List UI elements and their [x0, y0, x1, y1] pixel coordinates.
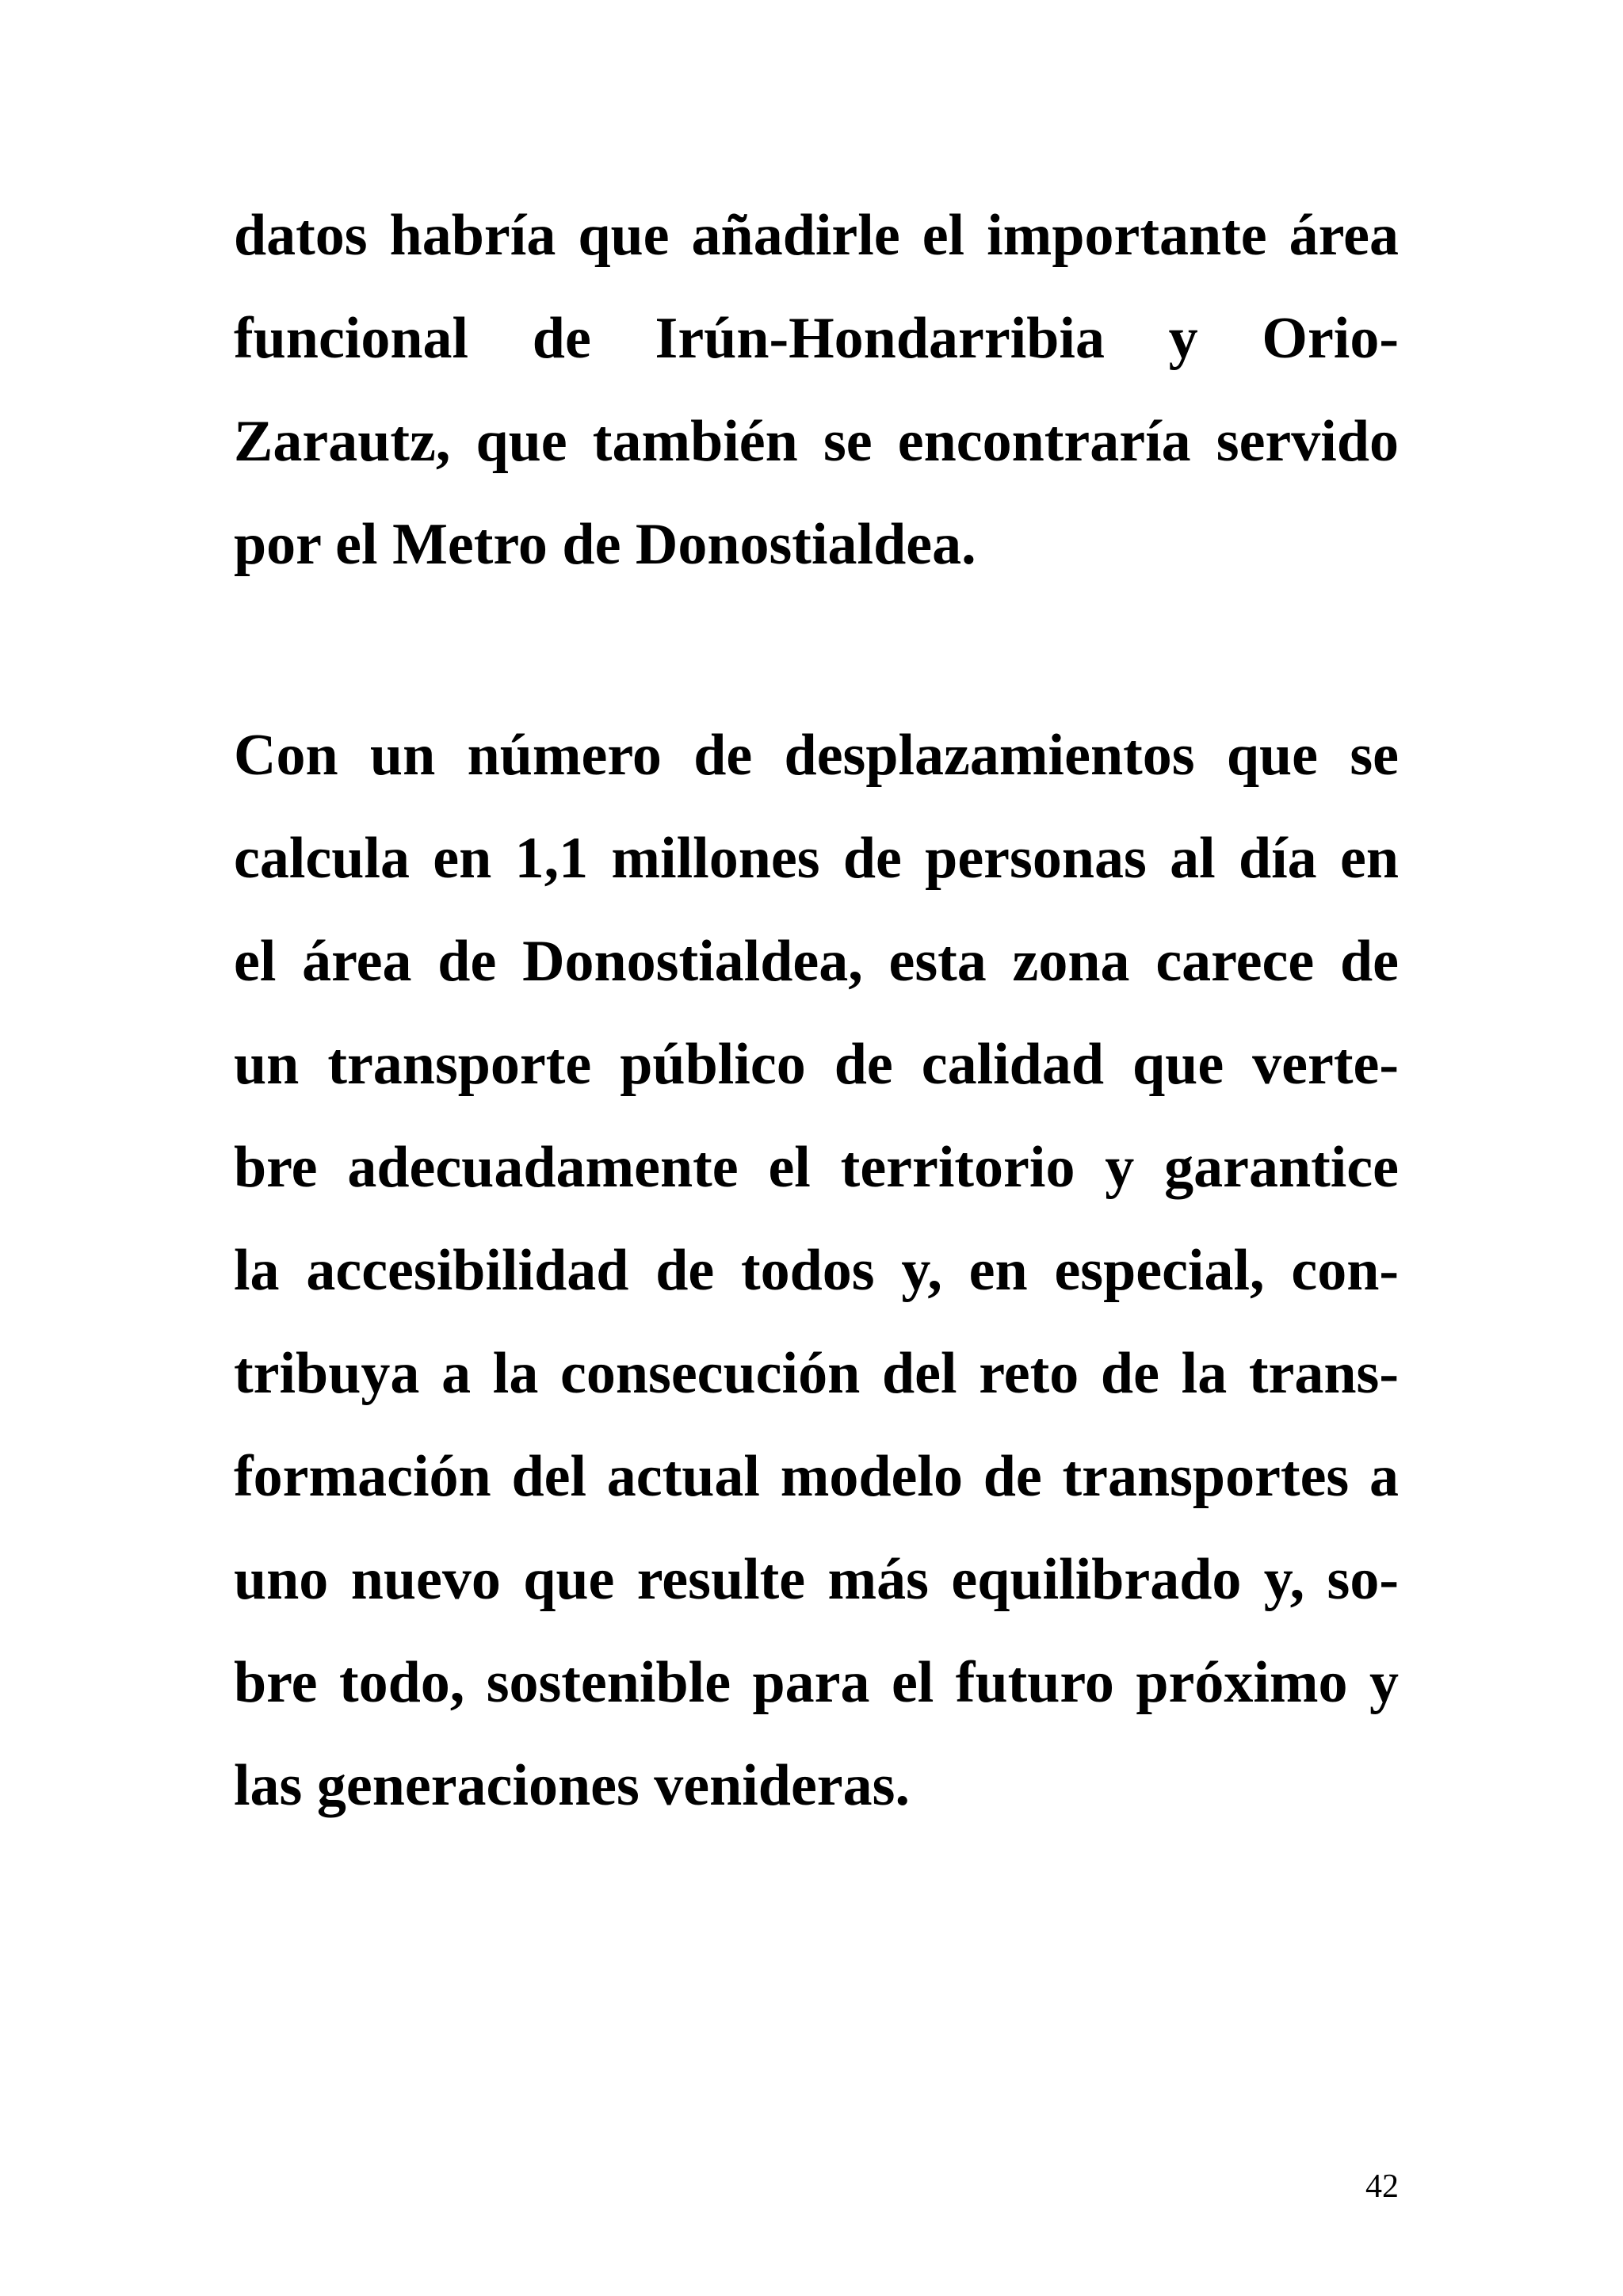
- text-line: funcional de Irún-Hondarribia y Orio-: [234, 306, 1399, 371]
- text-line: la accesibilidad de todos y, en especial, con-: [234, 1238, 1399, 1303]
- page-number: 42: [1365, 2168, 1399, 2205]
- text-line: datos habría que añadirle el importante área: [234, 203, 1399, 268]
- text-line: Zarautz, que también se encontraría servido: [234, 409, 1399, 474]
- text-line: un transporte público de calidad que verte-: [234, 1032, 1399, 1097]
- text-line: bre adecuadamente el territorio y garantice: [234, 1135, 1399, 1200]
- text-line: el área de Donostialdea, esta zona carece de: [234, 929, 1399, 994]
- text-line: uno nuevo que resulte más equilibrado y, so-: [234, 1547, 1399, 1612]
- text-line: formación del actual modelo de transportes a: [234, 1444, 1399, 1509]
- text-line: Con un número de desplazamientos que se: [234, 723, 1399, 788]
- text-line: las generaciones venideras.: [234, 1753, 910, 1818]
- text-line: bre todo, sostenible para el futuro próximo y: [234, 1650, 1399, 1715]
- text-line: tribuya a la consecución del reto de la trans-: [234, 1341, 1399, 1406]
- paragraph: [234, 704, 1399, 1837]
- text-line: por el Metro de Donostialdea.: [234, 512, 976, 577]
- paragraph: [234, 184, 1399, 596]
- text-line: calcula en 1,1 millones de personas al día en: [234, 826, 1399, 891]
